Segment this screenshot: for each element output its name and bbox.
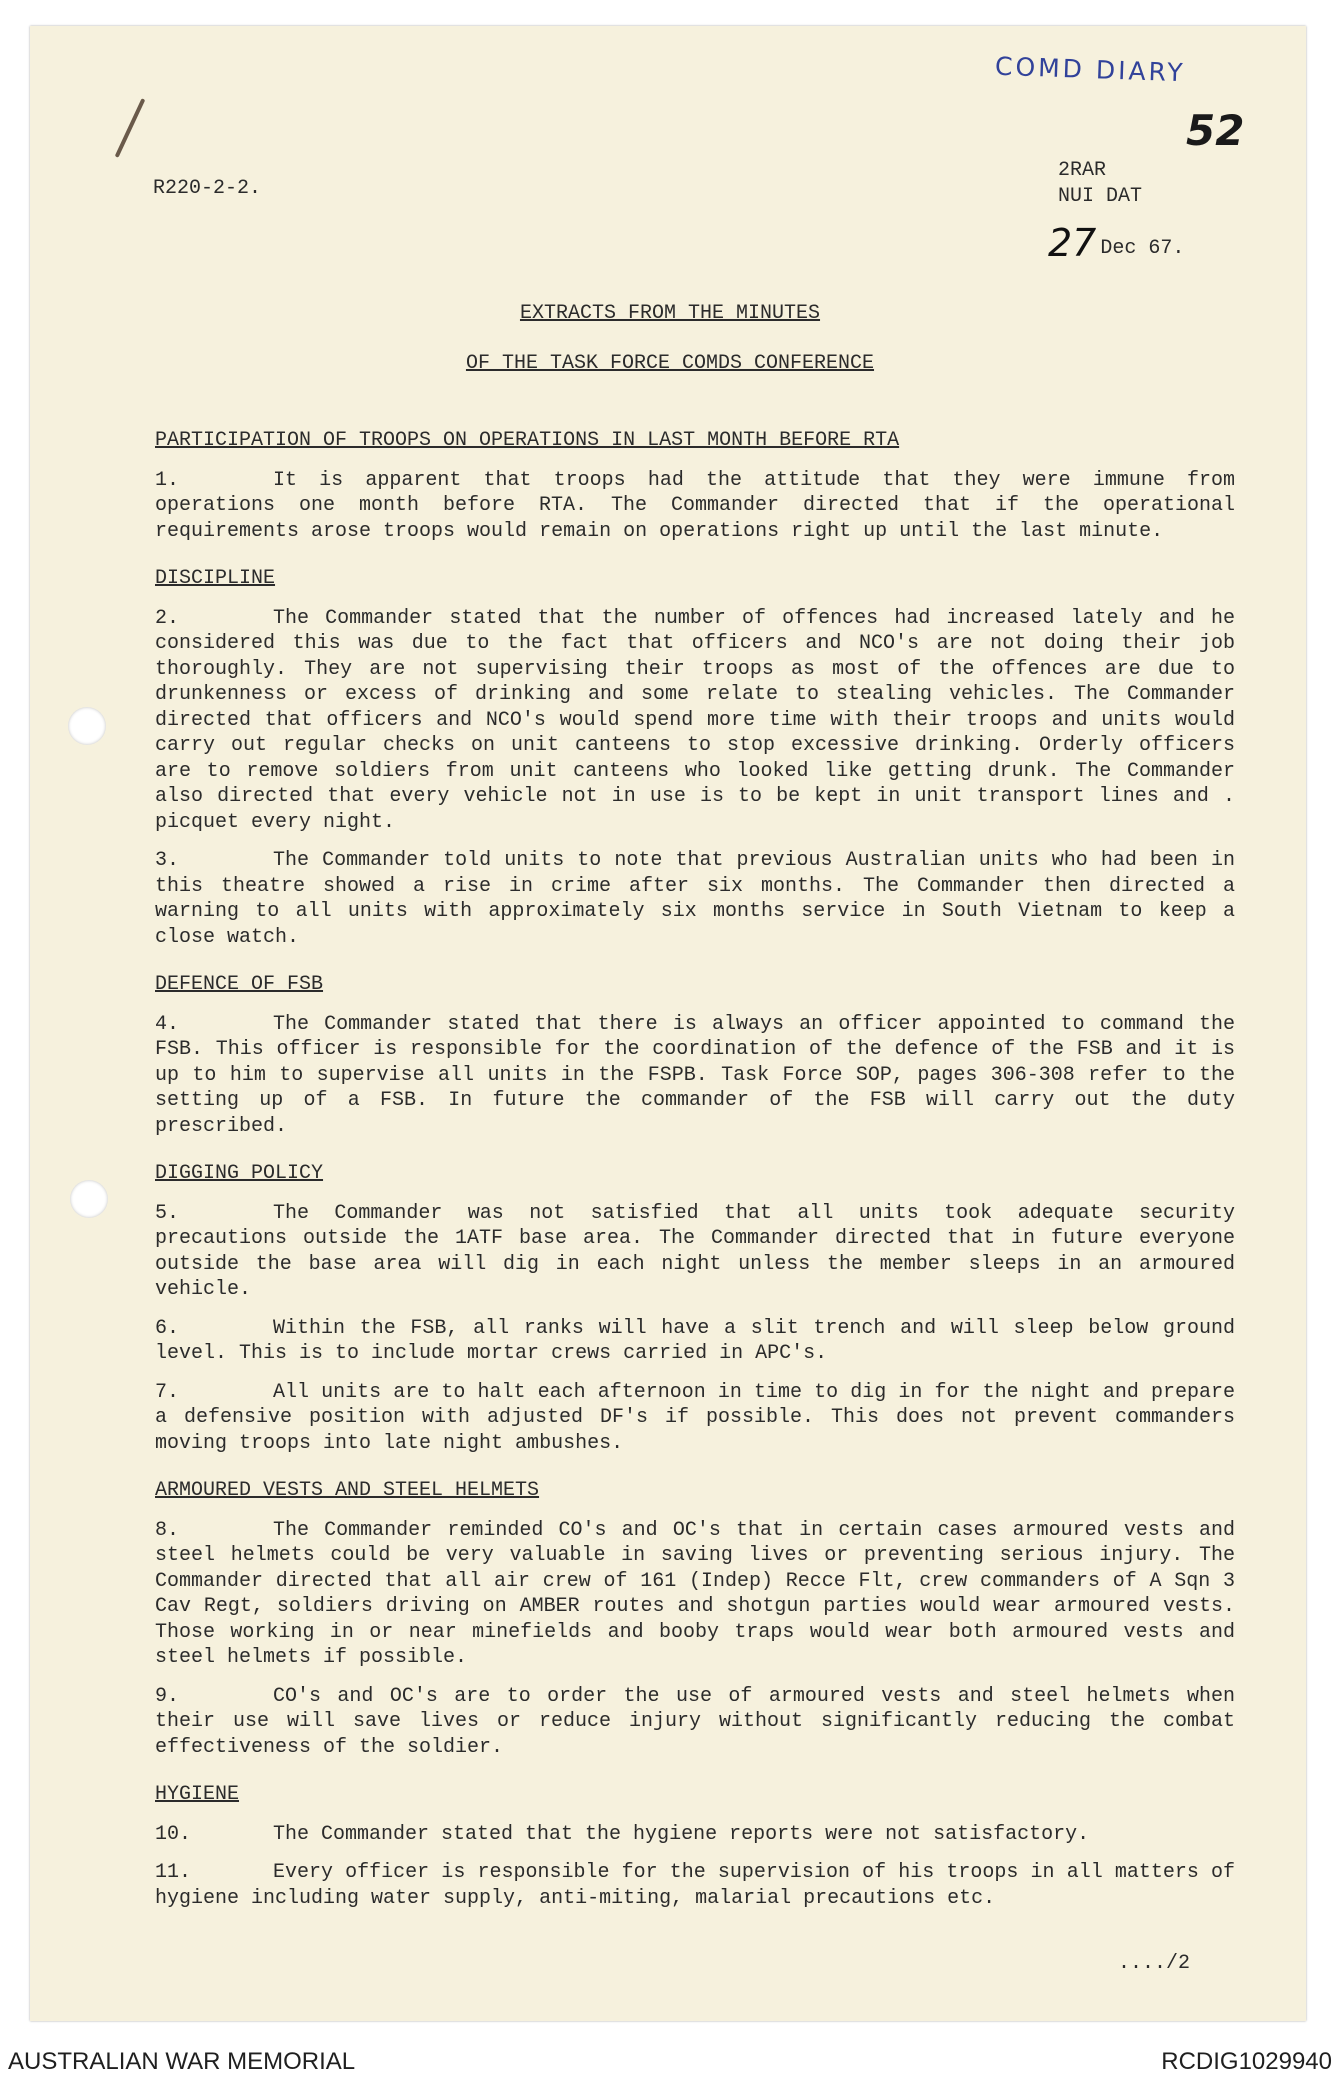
unit-line: NUI DAT	[1058, 185, 1143, 208]
paragraph	[155, 606, 1235, 836]
paragraph	[155, 468, 1235, 545]
section-discipline	[155, 566, 1235, 950]
paragraph-number: 5.	[155, 1201, 180, 1225]
section-armoured-vests	[155, 1478, 1235, 1760]
section-heading: DEFENCE OF FSB	[155, 973, 324, 996]
date-month-year: Dec 67.	[1100, 237, 1185, 260]
section-digging-policy	[155, 1161, 1235, 1456]
section-heading: HYGIENE	[155, 1783, 240, 1806]
file-reference: R220-2-2.	[153, 177, 262, 200]
paragraph-text: The Commander stated that there is always an officer appointed to command the FSB. This officer is responsible for the coordination of the defence of the FSB and it is up to him to supervise all units in the FSPB. Task Force SOP, pages 306-308 refer to the setting up of a FSB. In future the commander of the FSB will carry out the duty prescribed.	[155, 1012, 1235, 1138]
footer-record-id: RCDIG1029940	[1161, 2048, 1332, 2075]
unit-address	[1058, 158, 1142, 210]
paragraph-number: 2.	[155, 606, 180, 630]
paragraph-text: Every officer is responsible for the supervision of his troops in all matters of hygiene including water supply, anti-miting, malarial precautions etc.	[155, 1861, 1235, 1910]
paragraph	[155, 848, 1235, 950]
paragraph-text: The Commander stated that the hygiene reports were not satisfactory.	[273, 1822, 1090, 1846]
paragraph-number: 9.	[155, 1684, 180, 1708]
paragraph-text: CO's and OC's are to order the use of armoured vests and steel helmets when their use will save lives or reduce injury without significantly reducing the combat effectiveness of the soldier.	[155, 1684, 1235, 1759]
paragraph-number: 1.	[155, 468, 180, 492]
paragraph	[155, 1316, 1235, 1367]
paragraph-text: All units are to halt each afternoon in time to dig in for the night and prepare a defensive position with adjusted DF's if possible. This does not prevent commanders moving troops into late night ambushes.	[155, 1380, 1235, 1455]
paragraph-number: 8.	[155, 1518, 180, 1542]
footer-archive-name: AUSTRALIAN WAR MEMORIAL	[8, 2048, 356, 2075]
document-date	[1048, 218, 1185, 265]
paragraph-text: The Commander reminded CO's and OC's that in certain cases armoured vests and steel helmets could be very valuable in saving lives or preventing serious injury. The Commander directed that all air crew of 161 (Indep) Recce Flt, crew commanders of A Sqn 3 Cav Regt, soldiers driving on AMBER routes and shotgun parties would wear armoured vests. Those working in or near minefields and booby traps would wear both armoured vests and steel helmets if possible.	[155, 1518, 1235, 1669]
paragraph-number: 7.	[155, 1380, 180, 1404]
section-hygiene	[155, 1782, 1235, 1911]
paragraph-text: It is apparent that troops had the attitude that they were immune from operations one month before RTA. The Commander directed that if the operational requirements arose troops would remain on operations right up until the last minute.	[155, 468, 1235, 543]
paragraph-number: 3.	[155, 849, 180, 872]
handwritten-diary-label: COMD DIARY	[994, 51, 1187, 88]
punch-hole	[68, 707, 106, 745]
section-heading: DIGGING POLICY	[155, 1162, 324, 1185]
paragraph-number: 6.	[155, 1316, 180, 1340]
paragraph-number: 4.	[155, 1012, 180, 1036]
paragraph	[155, 1012, 1235, 1140]
paragraph	[155, 1822, 1235, 1848]
continuation-marker: ..../2	[1118, 1952, 1191, 1975]
section-heading: DISCIPLINE	[155, 567, 276, 590]
unit-line: 2RAR	[1058, 159, 1107, 182]
title-line-2: OF THE TASK FORCE COMDS CONFERENCE	[465, 352, 875, 375]
section-heading: ARMOURED VESTS AND STEEL HELMETS	[155, 1479, 540, 1502]
minutes-body	[155, 428, 1235, 1933]
handwritten-page-number: 52	[1186, 106, 1245, 155]
paragraph	[155, 1518, 1235, 1671]
punch-hole	[70, 1180, 108, 1218]
paragraph-number: 11.	[155, 1861, 192, 1884]
pen-tick-mark	[115, 98, 146, 158]
paragraph-text: The Commander stated that the number of offences had increased lately and he considered this was due to the fact that officers and NCO's are not doing their job thoroughly. They are not supervising their troops as most of the offences are due to drunkenness or excess of drinking and some relate to stealing vehicles. The Commander directed that officers and NCO's would spend more time with their troops and units would carry out regular checks on unit canteens to stop excessive drinking. Orderly officers are to remove soldiers from unit canteens who looked like getting drunk. The Commander also directed that every vehicle not in use is to be kept in unit transport lines and . picquet every night.	[155, 606, 1235, 834]
paragraph-number: 10.	[155, 1822, 192, 1846]
section-defence-of-fsb	[155, 972, 1235, 1139]
paragraph-text: Within the FSB, all ranks will have a slit trench and will sleep below ground level. This is to include mortar crews carried in APC's.	[155, 1316, 1235, 1365]
paragraph-text: The Commander told units to note that previous Australian units who had been in this theatre showed a rise in crime after six months. The Commander then directed a warning to all units with approximately six months service in South Vietnam to keep a close watch.	[155, 849, 1235, 949]
section-participation	[155, 428, 1235, 544]
title-line-1: EXTRACTS FROM THE MINUTES	[519, 302, 821, 325]
paragraph	[155, 1860, 1235, 1911]
paragraph	[155, 1380, 1235, 1457]
paragraph-text: The Commander was not satisfied that all units took adequate security precautions outside the 1ATF base area. The Commander directed that in future everyone outside the base area will dig in each night unless the member sleeps in an armoured vehicle.	[155, 1201, 1235, 1301]
paragraph	[155, 1684, 1235, 1761]
paragraph	[155, 1201, 1235, 1303]
date-day-handwritten: 27	[1048, 221, 1097, 265]
section-heading: PARTICIPATION OF TROOPS ON OPERATIONS IN LAST MONTH BEFORE RTA	[155, 429, 900, 452]
